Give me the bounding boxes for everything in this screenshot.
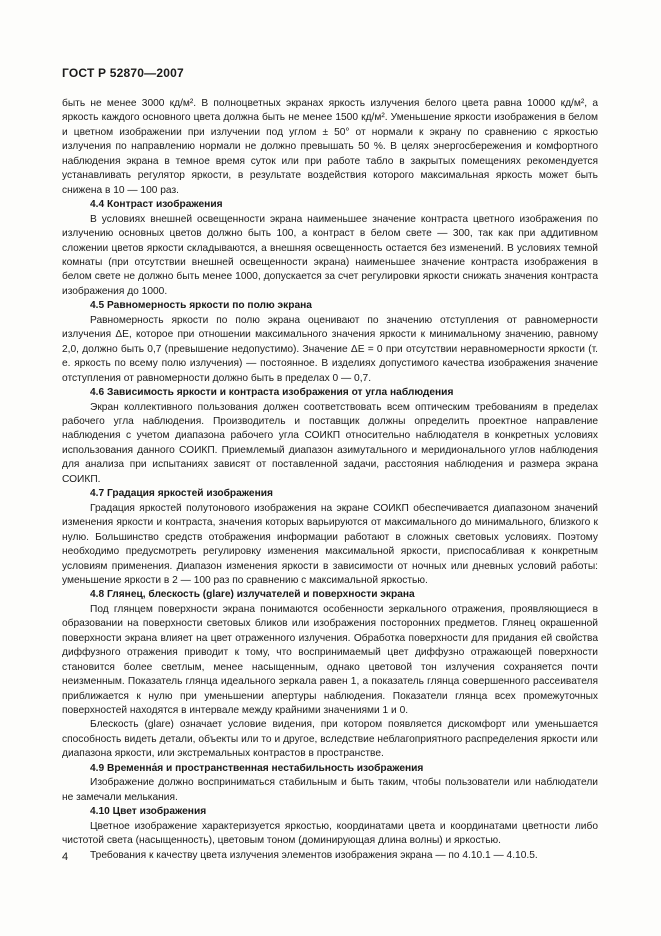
paragraph: Экран коллективного пользования должен соответствовать всем оптическим требованиям в пределах рабочего угла наблюдения. Производитель и поставщик должны определить проектное направление наблюдения с учетом диапазона рабочего угла СОИКП относительно наблюдателя в конкретных условиях использования данного СОИКП. Приемлемый диапазон азимутального и меридионального углов наблюдения для анализа при испытаниях зависят от поставленной задачи, расстояния наблюдения и размера экрана СОИКП. bbox=[62, 401, 598, 485]
section-heading: 4.6 Зависимость яркости и контраста изображения от угла наблюдения bbox=[90, 387, 454, 399]
paragraph: В условиях внешней освещенности экрана наименьшее значение контраста цветного изображения по излучению основных цветов должно быть 100, а контраст в белом свете — 300, так как при аддитивном сложении цветов яркости складываются, а внешняя освещенность остается без изменений. В условиях темной комнаты (при отсутствии внешней освещенности экрана) наименьшее значение контраста изображения в белом свете не должно быть менее 1000, допускается за счет регулировки яркости снижать значения контраста изображения до 1000. bbox=[62, 213, 598, 297]
document-header: ГОСТ Р 52870—2007 bbox=[62, 66, 184, 80]
section-heading: 4.8 Глянец, блескость (glare) излучателей и поверхности экрана bbox=[90, 589, 415, 601]
paragraph: быть не менее 3000 кд/м². В полноцветных экранах яркость излучения белого цвета равна 10000 кд/м², а яркость каждого основного цвета должна быть не менее 1500 кд/м². Уменьшение яркости изображения в белом и цветном изображении при излучении под углом ± 50° от нормали к экрану по сравнению с яркостью излучения по направлению нормали не должно превышать 50 %. В целях энергосбережения и комфортного наблюдения экрана в темное время суток или при работе табло в закрытых помещениях рекомендуется устанавливать регулятор яркости, в результате воздействия которого максимальная яркость может быть снижена в 10 — 100 раз. bbox=[62, 98, 598, 196]
section-heading: 4.10 Цвет изображения bbox=[90, 806, 207, 818]
section-heading: 4.4 Контраст изображения bbox=[90, 199, 223, 211]
document-body bbox=[62, 97, 598, 863]
section-heading: 4.7 Градация яркостей изображения bbox=[90, 488, 273, 500]
paragraph: Под глянцем поверхности экрана понимаются особенности зеркального отражения, проявляющиеся в образовании на поверхности световых бликов или изображения посторонних предметов. Глянец окрашенной поверхности экрана влияет на цвет отраженного излучения. Обработка поверхности для придания ей свойства диффузного отражения приводит к тому, что воспринимаемый цвет диффузно отражающей поверхности становится более светлым, менее насыщенным, однако цветовой тон излучения сохраняется почти неизменным. Показатель глянца идеального зеркала равен 1, а показатель глянца совершенного рассеивателя приближается к нулю при уменьшении апертуры наблюдения. Показатели глянца всех промежуточных поверхностей находятся в интервале между крайними значениями 1 и 0. bbox=[62, 603, 598, 717]
paragraph: Изображение должно восприниматься стабильным и быть таким, чтобы пользователи или наблюдатели не замечали мелькания. bbox=[62, 777, 598, 803]
section-heading: 4.5 Равномерность яркости по полю экрана bbox=[90, 300, 312, 312]
page-number: 4 bbox=[62, 851, 69, 863]
paragraph: Блескость (glare) означает условие видения, при котором появляется дискомфорт или уменьшается способность видеть детали, объекты или то и другое, вследствие неблагоприятного распределения яркости или диапазона яркости, или экстремальных контрастов в пространстве. bbox=[62, 719, 598, 760]
paragraph: Требования к качеству цвета излучения элементов изображения экрана — по 4.10.1 — 4.10.5. bbox=[90, 849, 538, 861]
paragraph: Цветное изображение характеризуется яркостью, координатами цвета и координатами цветности либо чистотой света (насыщенность), цветовым тоном (доминирующая длина волны) и яркостью. bbox=[62, 820, 598, 847]
section-heading: 4.9 Временна́я и пространственная нестабильность изображения bbox=[90, 762, 424, 774]
paragraph: Градация яркостей полутонового изображения на экране СОИКП обеспечивается диапазоном значений изменения яркости и контраста, значения которых варьируются от максимального до минимального, близкого к нулю. Большинство средств отображения информации работают в сложных световых условиях. Поэтому необходимо предусмотреть регулировку изменения максимальной яркости, приспосабливая к конкретным условиям применения. Диапазон изменения яркости в зависимости от ночных или дневных условий работы: уменьшение яркости в 2 — 100 раз по сравнению с максимальной яркостью. bbox=[62, 502, 598, 586]
paragraph: Равномерность яркости по полю экрана оценивают по значению отступления от равномерности излучения ΔE, которое при отношении максимального значения яркости к минимальному значению, равному 2,0, должно быть 0,7 (превышение недопустимо). Значение ΔE = 0 при отсутствии неравномерности яркости (т. е. яркость по всему полю излучения) — постоянное. В изделиях допустимого качества изображения значение отступления от равномерности должно быть в пределах 0 — 0,7. bbox=[62, 314, 598, 384]
